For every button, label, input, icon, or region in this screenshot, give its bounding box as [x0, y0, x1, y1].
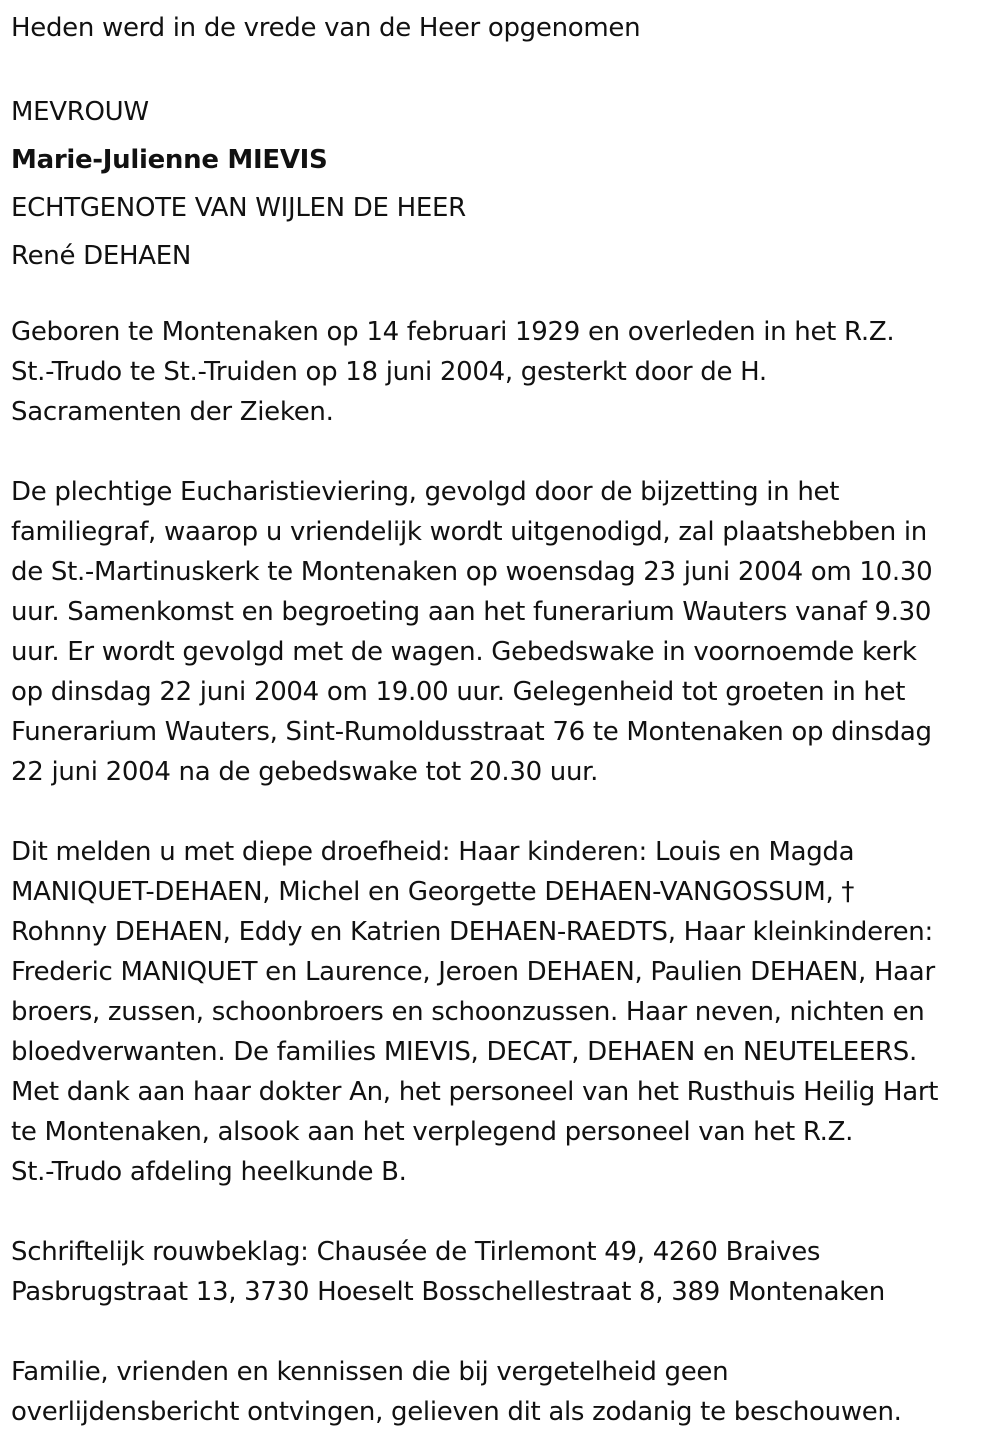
paragraph-line: op dinsdag 22 juni 2004 om 19.00 uur. Gelegenheid tot groeten in het: [11, 677, 906, 707]
paragraph-line: broers, zussen, schoonbroers en schoonzussen. Haar neven, nichten en: [11, 997, 925, 1027]
paragraph-line: Frederic MANIQUET en Laurence, Jeroen DEHAEN, Paulien DEHAEN, Haar: [11, 957, 935, 987]
paragraph-line: Familie, vrienden en kennissen die bij vergetelheid geen: [11, 1357, 729, 1387]
paragraph-line: Dit melden u met diepe droefheid: Haar kinderen: Louis en Magda: [11, 837, 855, 867]
condolence-paragraph: [11, 1232, 1000, 1312]
family-paragraph: [11, 832, 1000, 1192]
paragraph-line: MANIQUET-DEHAEN, Michel en Georgette DEHAEN-VANGOSSUM, †: [11, 877, 855, 907]
intro-text: Heden werd in de vrede van de Heer opgenomen: [11, 13, 641, 43]
paragraph-line: de St.-Martinuskerk te Montenaken op woensdag 23 juni 2004 om 10.30: [11, 557, 933, 587]
paragraph-line: bloedverwanten. De families MIEVIS, DECAT, DEHAEN en NEUTELEERS.: [11, 1037, 917, 1067]
spacer: [11, 1312, 1000, 1352]
paragraph-line: uur. Er wordt gevolgd met de wagen. Gebedswake in voornoemde kerk: [11, 637, 917, 667]
spacer: [11, 280, 1000, 312]
birth-death-paragraph: [11, 312, 1000, 432]
paragraph-line: Schriftelijk rouwbeklag: Chausée de Tirlemont 49, 4260 Braives: [11, 1237, 821, 1267]
paragraph-line: Met dank aan haar dokter An, het personeel van het Rusthuis Heilig Hart: [11, 1077, 939, 1107]
paragraph-line: St.-Trudo afdeling heelkunde B.: [11, 1157, 407, 1187]
paragraph-line: uur. Samenkomst en begroeting aan het funerarium Wauters vanaf 9.30: [11, 597, 932, 627]
paragraph-line: overlijdensbericht ontvingen, gelieven dit als zodanig te beschouwen.: [11, 1397, 902, 1427]
paragraph-line: Geboren te Montenaken op 14 februari 1929 en overleden in het R.Z.: [11, 317, 895, 347]
closing-paragraph: [11, 1352, 1000, 1432]
deceased-name: Marie-Julienne MIEVIS: [11, 145, 328, 175]
spacer: [11, 1192, 1000, 1232]
paragraph-line: 22 juni 2004 na de gebedswake tot 20.30 uur.: [11, 757, 599, 787]
spacer: [11, 792, 1000, 832]
paragraph-line: Pasbrugstraat 13, 3730 Hoeselt Bosschellestraat 8, 389 Montenaken: [11, 1277, 885, 1307]
paragraph-line: te Montenaken, alsook aan het verplegend personeel van het R.Z.: [11, 1117, 854, 1147]
paragraph-line: St.-Trudo te St.-Truiden op 18 juni 2004, gesterkt door de H.: [11, 357, 767, 387]
paragraph-line: De plechtige Eucharistieviering, gevolgd door de bijzetting in het: [11, 477, 840, 507]
paragraph-line: Funerarium Wauters, Sint-Rumoldusstraat 76 te Montenaken op dinsdag: [11, 717, 932, 747]
spouse-prefix: ECHTGENOTE VAN WIJLEN DE HEER: [11, 193, 466, 223]
spouse-name: René DEHAEN: [11, 241, 191, 271]
spacer: [11, 432, 1000, 472]
paragraph-line: familiegraf, waarop u vriendelijk wordt uitgenodigd, zal plaatshebben in: [11, 517, 927, 547]
title-prefix: MEVROUW: [11, 97, 149, 127]
paragraph-line: Rohnny DEHAEN, Eddy en Katrien DEHAEN-RAEDTS, Haar kleinkinderen:: [11, 917, 933, 947]
ceremony-paragraph: [11, 472, 1000, 792]
spacer: [11, 48, 1000, 88]
paragraph-line: Sacramenten der Zieken.: [11, 397, 334, 427]
